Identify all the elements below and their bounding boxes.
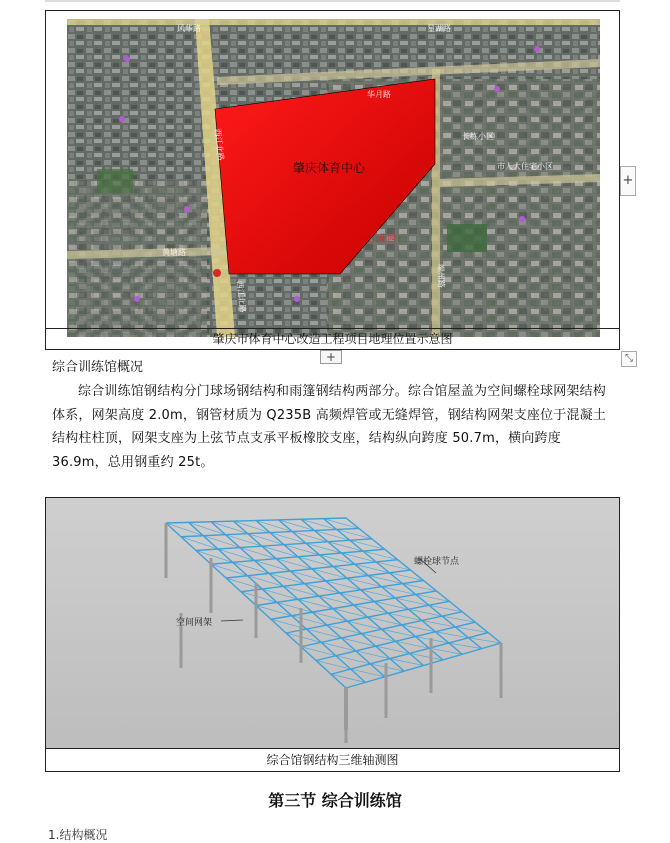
resize-handle-icon[interactable]: ⤡ xyxy=(621,351,637,367)
label-bolt-ball-node: 螺栓球节点 xyxy=(414,557,460,567)
map-label-xijiang-north-1: 西江北路 xyxy=(213,128,226,162)
insert-row-button[interactable]: + xyxy=(320,350,342,364)
subheading: 综合训练馆概况 xyxy=(52,360,144,375)
map-label-changlian: 长练小区 xyxy=(462,132,494,141)
site-label: 肇庆体育中心 xyxy=(292,161,366,175)
figure2-caption: 综合馆钢结构三维轴测图 xyxy=(46,748,619,771)
map-label-xijiang-north-2: 西江北路 xyxy=(235,280,248,314)
satellite-map-image xyxy=(67,19,600,337)
structure-figure xyxy=(45,497,620,772)
map-svg xyxy=(67,19,600,337)
map-label-city-people: 市人大住宅小区 xyxy=(497,162,553,171)
side-add-button[interactable]: + xyxy=(620,166,636,196)
map-label-wind-road: 风华路 xyxy=(177,24,201,33)
map-label-star-road: 星湖路 xyxy=(427,24,451,33)
map-label-huangtang-road: 黄塘路 xyxy=(162,248,186,257)
map-label-huayue-road: 华月路 xyxy=(367,90,391,99)
page-top-rule xyxy=(45,0,620,2)
figure1-caption: 肇庆市体育中心改造工程项目地理位置示意图 xyxy=(46,328,619,349)
label-space-grid: 空间网架 xyxy=(176,618,213,628)
structure-svg xyxy=(46,498,619,749)
cut-off-text: 1.结构概况 xyxy=(48,828,108,842)
location-map-figure xyxy=(45,10,620,350)
steel-structure-render xyxy=(46,498,619,749)
map-label-duanzhou-road: 端州路 xyxy=(436,263,446,289)
body-paragraph: 综合训练馆钢结构分门球场钢结构和雨篷钢结构两部分。综合馆屋盖为空间螺栓球网架结构体系，网架高度 2.0m，钢管材质为 Q235B 高频焊管或无缝焊管，钢结构网架支座位于混凝土结构柱柱顶，网架支座为上弦节点支承平板橡胶支座，结构纵向跨度 50.7m，横向跨度 36.9m，总用钢重约 25t。 xyxy=(52,384,607,470)
section-title: 第三节 综合训练馆 xyxy=(268,791,402,810)
map-label-east-garden: 东花园 xyxy=(369,234,397,244)
